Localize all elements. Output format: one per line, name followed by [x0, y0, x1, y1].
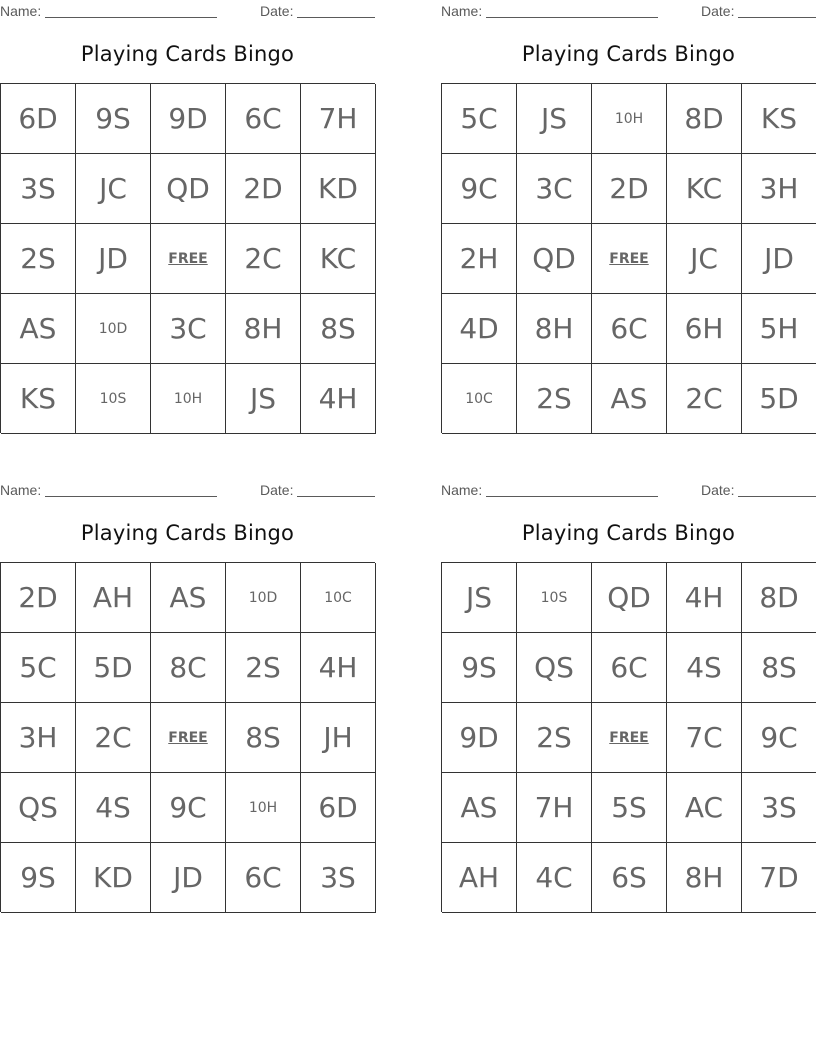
bingo-cell: 6D	[301, 773, 376, 843]
bingo-cell: QD	[517, 224, 592, 294]
free-space-cell: FREE	[592, 224, 667, 294]
bingo-grid	[0, 562, 375, 912]
bingo-cell: AS	[592, 364, 667, 434]
bingo-cell: 8S	[226, 703, 301, 773]
free-space-cell: FREE	[151, 703, 226, 773]
bingo-cell: 4D	[442, 294, 517, 364]
bingo-cell: JC	[667, 224, 742, 294]
name-blank-line	[45, 17, 217, 18]
bingo-cell: 9C	[742, 703, 816, 773]
bingo-cell: 10S	[76, 364, 151, 434]
bingo-cell: QS	[517, 633, 592, 703]
bingo-cell: 8H	[667, 843, 742, 913]
bingo-cell: KD	[301, 154, 376, 224]
bingo-cell: JD	[742, 224, 816, 294]
bingo-cell: 10C	[442, 364, 517, 434]
bingo-cell: KS	[742, 84, 816, 154]
bingo-cell: 6S	[592, 843, 667, 913]
date-label: Date:	[260, 482, 294, 498]
bingo-cell: JS	[442, 563, 517, 633]
bingo-cell: JC	[76, 154, 151, 224]
bingo-cell: 9C	[151, 773, 226, 843]
bingo-cell: 4S	[667, 633, 742, 703]
bingo-card-4	[441, 479, 816, 914]
bingo-cell: 2D	[1, 563, 76, 633]
bingo-grid	[0, 83, 375, 433]
bingo-cell: 2S	[226, 633, 301, 703]
bingo-cell: 8S	[301, 294, 376, 364]
bingo-card-3	[0, 479, 375, 914]
bingo-cell: 6C	[226, 843, 301, 913]
bingo-cell: 7D	[742, 843, 816, 913]
bingo-cell: 2C	[76, 703, 151, 773]
bingo-cell: 4H	[301, 364, 376, 434]
bingo-cell: 7C	[667, 703, 742, 773]
name-label: Name:	[0, 3, 42, 19]
bingo-cell: 3S	[1, 154, 76, 224]
bingo-cell: 5C	[442, 84, 517, 154]
bingo-cell: 4S	[76, 773, 151, 843]
bingo-cell: AH	[442, 843, 517, 913]
bingo-cell: KC	[667, 154, 742, 224]
bingo-grid	[441, 562, 816, 912]
bingo-cell: 9C	[442, 154, 517, 224]
bingo-cell: 2D	[226, 154, 301, 224]
bingo-cell: 5C	[1, 633, 76, 703]
name-date-row	[0, 482, 375, 498]
card-title: Playing Cards Bingo	[521, 521, 736, 545]
bingo-cell: JS	[517, 84, 592, 154]
name-label: Name:	[0, 482, 42, 498]
card-title: Playing Cards Bingo	[521, 42, 736, 66]
bingo-cell: 7H	[301, 84, 376, 154]
date-blank-line	[738, 496, 816, 497]
bingo-cell: AS	[151, 563, 226, 633]
bingo-cell: 2S	[517, 364, 592, 434]
bingo-cell: 4H	[301, 633, 376, 703]
bingo-cell: 10S	[517, 563, 592, 633]
bingo-cell: 8D	[742, 563, 816, 633]
bingo-cell: 9D	[442, 703, 517, 773]
name-label: Name:	[441, 3, 483, 19]
bingo-cell: 10D	[226, 563, 301, 633]
bingo-cell: 3S	[742, 773, 816, 843]
bingo-cell: 9D	[151, 84, 226, 154]
date-blank-line	[297, 496, 375, 497]
bingo-cell: 6C	[592, 633, 667, 703]
bingo-cell: 2S	[517, 703, 592, 773]
date-label: Date:	[701, 482, 735, 498]
name-date-row	[441, 482, 816, 498]
bingo-cell: 5D	[76, 633, 151, 703]
bingo-cell: 4C	[517, 843, 592, 913]
bingo-cell: AS	[442, 773, 517, 843]
bingo-cell: 10H	[151, 364, 226, 434]
bingo-cell: 3C	[151, 294, 226, 364]
bingo-cell: 10H	[226, 773, 301, 843]
bingo-cell: 5H	[742, 294, 816, 364]
bingo-cell: QS	[1, 773, 76, 843]
bingo-cell: 3H	[1, 703, 76, 773]
date-label: Date:	[701, 3, 735, 19]
date-blank-line	[738, 17, 816, 18]
bingo-cell: JH	[301, 703, 376, 773]
name-label: Name:	[441, 482, 483, 498]
bingo-cell: QD	[592, 563, 667, 633]
bingo-cell: 2D	[592, 154, 667, 224]
bingo-cell: 6C	[592, 294, 667, 364]
bingo-card-2	[441, 0, 816, 435]
bingo-cell: 10H	[592, 84, 667, 154]
name-blank-line	[486, 17, 658, 18]
free-space-cell: FREE	[592, 703, 667, 773]
bingo-cell: 8H	[226, 294, 301, 364]
bingo-cell: 5S	[592, 773, 667, 843]
bingo-cell: 7H	[517, 773, 592, 843]
bingo-cell: 10D	[76, 294, 151, 364]
bingo-cell: 6C	[226, 84, 301, 154]
bingo-cell: JS	[226, 364, 301, 434]
bingo-grid	[441, 83, 816, 433]
name-date-row	[0, 3, 375, 19]
bingo-cell: 9S	[1, 843, 76, 913]
date-blank-line	[297, 17, 375, 18]
bingo-cell: KD	[76, 843, 151, 913]
bingo-cell: 9S	[442, 633, 517, 703]
name-date-row	[441, 3, 816, 19]
bingo-card-1	[0, 0, 375, 435]
date-label: Date:	[260, 3, 294, 19]
bingo-cell: 6H	[667, 294, 742, 364]
name-blank-line	[45, 496, 217, 497]
bingo-cell: AC	[667, 773, 742, 843]
bingo-cell: JD	[76, 224, 151, 294]
bingo-cell: 5D	[742, 364, 816, 434]
bingo-cell: AS	[1, 294, 76, 364]
bingo-cell: 4H	[667, 563, 742, 633]
bingo-cell: 8H	[517, 294, 592, 364]
bingo-cell: 2H	[442, 224, 517, 294]
bingo-cell: 3S	[301, 843, 376, 913]
bingo-cell: 3H	[742, 154, 816, 224]
bingo-cell: 8D	[667, 84, 742, 154]
card-title: Playing Cards Bingo	[80, 521, 295, 545]
bingo-cell: KC	[301, 224, 376, 294]
bingo-cell: 2C	[226, 224, 301, 294]
bingo-cell: 10C	[301, 563, 376, 633]
bingo-cell: 8S	[742, 633, 816, 703]
bingo-cell: 2C	[667, 364, 742, 434]
bingo-cell: KS	[1, 364, 76, 434]
bingo-cell: 8C	[151, 633, 226, 703]
bingo-cell: 3C	[517, 154, 592, 224]
bingo-cell: 2S	[1, 224, 76, 294]
free-space-cell: FREE	[151, 224, 226, 294]
bingo-cell: JD	[151, 843, 226, 913]
card-title: Playing Cards Bingo	[80, 42, 295, 66]
bingo-cell: 9S	[76, 84, 151, 154]
bingo-cell: AH	[76, 563, 151, 633]
bingo-cell: 6D	[1, 84, 76, 154]
name-blank-line	[486, 496, 658, 497]
bingo-cell: QD	[151, 154, 226, 224]
